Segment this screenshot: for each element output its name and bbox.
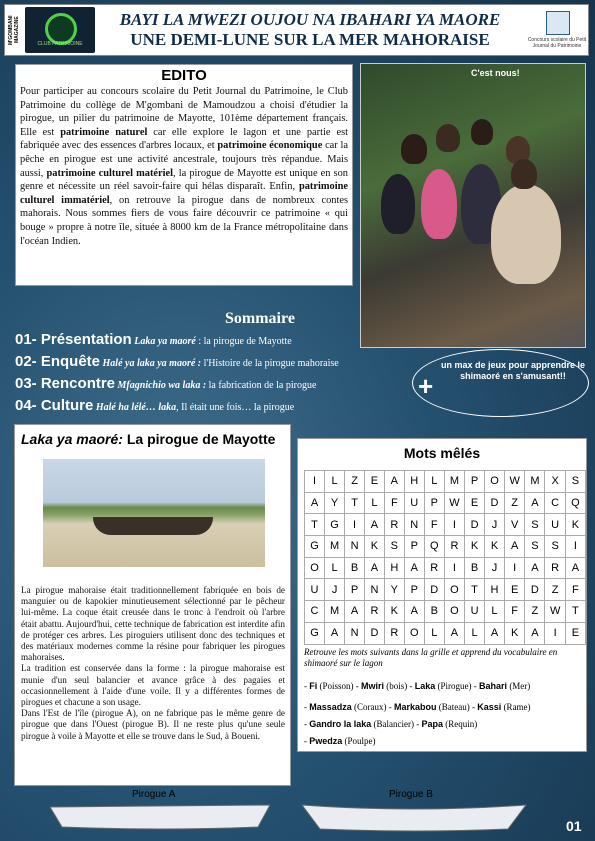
article-title: Laka ya maoré: La pirogue de Mayotte [21, 431, 276, 447]
grid-cell[interactable]: M [444, 471, 464, 493]
grid-cell[interactable]: P [404, 536, 424, 558]
grid-cell[interactable]: C [305, 601, 325, 623]
pirogue-b-label: Pirogue B [389, 789, 433, 800]
grid-cell[interactable]: A [305, 492, 325, 514]
grid-row [305, 536, 586, 558]
grid-row [305, 471, 586, 493]
grid-cell[interactable]: F [384, 492, 404, 514]
grid-cell[interactable]: L [465, 622, 485, 644]
grid-cell[interactable]: C [545, 492, 565, 514]
canoe-image [93, 517, 213, 535]
grid-cell[interactable]: A [444, 622, 464, 644]
sommaire-item: 01- Présentation Laka ya maoré : la pirogue de Mayotte [15, 331, 292, 348]
grid-cell[interactable]: O [484, 471, 504, 493]
grid-cell[interactable]: K [484, 536, 504, 558]
grid-cell[interactable]: P [465, 471, 485, 493]
grid-cell[interactable]: R [545, 557, 565, 579]
grid-cell[interactable]: R [444, 536, 464, 558]
grid-cell[interactable]: N [345, 622, 365, 644]
grid-cell[interactable]: U [305, 579, 325, 601]
grid-cell[interactable]: Q [424, 536, 444, 558]
grid-cell[interactable]: O [444, 601, 464, 623]
grid-cell[interactable]: K [465, 536, 485, 558]
edito-box [15, 64, 353, 286]
grid-cell[interactable]: D [365, 622, 385, 644]
grid-cell[interactable]: L [325, 557, 345, 579]
grid-cell[interactable]: D [484, 492, 504, 514]
grid-cell[interactable]: P [424, 492, 444, 514]
pirogue-b-drawing [300, 801, 528, 833]
grid-cell[interactable]: I [504, 557, 524, 579]
grid-cell[interactable]: Q [565, 492, 585, 514]
main-title: BAYI LA MWEZI OUJOU NA IBAHARI YA MAORE [119, 10, 501, 29]
grid-cell[interactable]: Z [545, 579, 565, 601]
grid-cell[interactable]: D [525, 579, 545, 601]
grid-cell[interactable]: A [525, 557, 545, 579]
grid-cell[interactable]: W [444, 492, 464, 514]
grid-cell[interactable]: W [504, 471, 524, 493]
grid-cell[interactable]: B [345, 557, 365, 579]
word-search-box [297, 438, 587, 752]
grid-cell[interactable]: E [465, 492, 485, 514]
edito-text: Pour participer au concours scolaire du Petit Journal du Patrimoine, le Club Patrimoine du collège de M'gombani de Mamoudzou a choisi d'étudier la pirogue, un pilier du patrimoine de Mayotte, 101ème département français. Elle est patrimoine naturel car elle explore le lagon et une partie est fabriquée avec des essences d'arbres locaux, et patrimoine économique car la pêche en pirogue est une activité ancestrale, toujours très répandue. Mais aussi, patrimoine culturel matériel, la pirogue de Mayotte est unique en son genre et nécessite un réel savoir-faire qui hélas disparaît. Enfin, patrimoine culturel immatériel, on retrouve la pirogue dans de nombreux contes mahorais. Nous sommes fiers de vous faire découvrir ce patrimoine « qui bouge » propre à notre île, située à 8000 km de la France métropolitaine dans l'océan Indien. [20, 86, 349, 247]
grid-cell[interactable]: D [424, 579, 444, 601]
grid-cell[interactable]: S [545, 536, 565, 558]
grid-cell[interactable]: B [465, 557, 485, 579]
grid-cell[interactable]: T [305, 514, 325, 536]
edito-title: EDITO [161, 67, 207, 84]
grid-cell[interactable]: Z [345, 471, 365, 493]
grid-cell[interactable]: U [404, 492, 424, 514]
grid-cell[interactable]: U [465, 601, 485, 623]
grid-cell[interactable]: E [565, 622, 585, 644]
grid-cell[interactable]: M [525, 471, 545, 493]
grid-cell[interactable]: J [325, 579, 345, 601]
grid-cell[interactable]: A [365, 557, 385, 579]
grid-cell[interactable]: M [325, 601, 345, 623]
page-number: 01 [566, 818, 582, 834]
grid-cell[interactable]: R [384, 622, 404, 644]
article-box [14, 424, 291, 786]
grid-cell[interactable]: S [525, 536, 545, 558]
pirogue-a-drawing [48, 801, 272, 833]
grid-cell[interactable]: A [345, 601, 365, 623]
grid-cell[interactable]: J [484, 514, 504, 536]
grid-cell[interactable]: V [504, 514, 524, 536]
grid-cell[interactable]: D [465, 514, 485, 536]
grid-cell[interactable]: H [404, 471, 424, 493]
book-icon [546, 11, 570, 35]
grid-cell[interactable]: I [345, 514, 365, 536]
word-search-instructions: Retrouve les mots suivants dans la grille et apprend du vocabulaire en shimaoré sur le lagon [304, 647, 558, 668]
grid-cell[interactable]: L [424, 471, 444, 493]
word-search-title: Mots mêlés [403, 445, 481, 461]
pirogue-photo [43, 459, 265, 567]
grid-cell[interactable]: A [325, 622, 345, 644]
grid-row [305, 601, 586, 623]
sommaire-item: 04- Culture Halé ha lélé… laka, Il était une fois… la pirogue [15, 397, 295, 414]
grid-cell[interactable]: L [484, 601, 504, 623]
grid-cell[interactable]: Y [384, 579, 404, 601]
grid-cell[interactable]: L [424, 622, 444, 644]
grid-row [305, 514, 586, 536]
grid-cell[interactable]: R [384, 514, 404, 536]
grid-cell[interactable]: G [325, 514, 345, 536]
grid-cell[interactable]: A [504, 536, 524, 558]
contest-logo [524, 7, 590, 53]
grid-cell[interactable]: A [484, 622, 504, 644]
grid-cell[interactable]: L [325, 471, 345, 493]
grid-cell[interactable]: P [345, 579, 365, 601]
grid-cell[interactable]: A [565, 557, 585, 579]
grid-cell[interactable]: H [484, 579, 504, 601]
grid-cell[interactable]: I [565, 536, 585, 558]
grid-cell[interactable]: O [404, 622, 424, 644]
grid-cell[interactable]: A [525, 622, 545, 644]
plus-icon: + [418, 371, 434, 401]
grid-cell[interactable]: K [504, 622, 524, 644]
grid-row [305, 492, 586, 514]
grid-cell[interactable]: R [424, 557, 444, 579]
grid-cell[interactable]: W [545, 601, 565, 623]
grid-cell[interactable]: U [545, 514, 565, 536]
grid-cell[interactable]: O [305, 557, 325, 579]
grid-cell[interactable]: R [365, 601, 385, 623]
grid-cell[interactable]: B [424, 601, 444, 623]
grid-cell[interactable]: K [365, 536, 385, 558]
grid-cell[interactable]: H [384, 557, 404, 579]
grid-cell[interactable]: T [565, 601, 585, 623]
grid-cell[interactable]: T [345, 492, 365, 514]
grid-cell[interactable]: N [365, 579, 385, 601]
grid-cell[interactable]: G [305, 536, 325, 558]
grid-cell[interactable]: T [465, 579, 485, 601]
grid-cell[interactable]: I [444, 514, 464, 536]
games-text: un max de jeux pour apprendre le shimaoré en s'amusant!! [440, 360, 586, 381]
header-banner [4, 4, 589, 56]
grid-cell[interactable]: K [565, 514, 585, 536]
grid-cell[interactable]: S [384, 536, 404, 558]
grid-row [305, 557, 586, 579]
grid-cell[interactable]: I [545, 622, 565, 644]
grid-cell[interactable]: A [384, 471, 404, 493]
grid-cell[interactable]: O [444, 579, 464, 601]
grid-cell[interactable]: Z [525, 601, 545, 623]
grid-row [305, 579, 586, 601]
group-photo [360, 63, 586, 348]
sommaire-item: 03- Rencontre Mfagnichio wa laka : la fabrication de la pirogue [15, 375, 317, 392]
grid-cell[interactable]: S [525, 514, 545, 536]
grid-cell[interactable]: L [365, 492, 385, 514]
grid-cell[interactable]: A [404, 557, 424, 579]
contest-logo-text: Concours scolaire du Petit Journal du Patrimoine [527, 37, 587, 49]
word-search-grid [304, 470, 586, 645]
grid-cell[interactable]: Y [325, 492, 345, 514]
club-logo [25, 7, 95, 53]
grid-cell[interactable]: A [404, 601, 424, 623]
grid-cell[interactable]: N [345, 536, 365, 558]
article-text: La pirogue mahoraise était traditionnellement fabriquée en bois de manguier ou de kapokier minutieusement sélectionné par le pêcheur lui-même. La coque était creusée dans le tronc à l'endroit où l'arbre était abattu. Aujourd'hui, cette technique de fabrication est interdite afin de protéger ces arbres. Les piroguiers utilisent donc des techniques et des matériaux modernes comme la résine pour fabriquer les pirogues mahoraises. La tradition est conservée dans la forme : la pirogue mahoraise est munie d'un seul balancier et avance grâce à des pagaies et occasionnellement à l'aide d'une voile. Il y a différentes formes de pirogues et chacune a son usage. Dans l'Est de l'île (pirogue A), on ne fabrique pas le même genre de pirogue que dans l'Ouest (pirogue B). Il ne reste plus qu'une seule pirogue à voile à Mayotte et elle se trouve dans le Sud, à Boueni. [21, 585, 285, 741]
magazine-name: M'GOMBANI MAGAZINE [8, 15, 20, 45]
club-logo-text: CLUB PATRIMOINE [37, 41, 83, 47]
grid-cell[interactable]: G [305, 622, 325, 644]
grid-cell[interactable]: P [404, 579, 424, 601]
sommaire-title: Sommaire [225, 310, 295, 327]
grid-cell[interactable]: I [305, 471, 325, 493]
grid-row [305, 622, 586, 644]
grid-cell[interactable]: F [565, 579, 585, 601]
grid-cell[interactable]: F [424, 514, 444, 536]
grid-cell[interactable]: N [404, 514, 424, 536]
grid-cell[interactable]: Z [504, 492, 524, 514]
grid-cell[interactable]: M [325, 536, 345, 558]
pirogue-a-label: Pirogue A [132, 789, 176, 800]
grid-cell[interactable]: E [365, 471, 385, 493]
grid-cell[interactable]: J [484, 557, 504, 579]
word-list: - Fi (Poisson) - Mwiri (bois) - Laka (Pirogue) - Bahari (Mer) - Massadza (Coraux) - Markabou (Bateau) - Kassi (Rame) - Gandro la laka (Balancier) - Papa (Requin) - Pwedza (Poulpe) [304, 681, 531, 746]
grid-cell[interactable]: A [525, 492, 545, 514]
grid-cell[interactable]: S [565, 471, 585, 493]
grid-cell[interactable]: I [444, 557, 464, 579]
grid-cell[interactable]: F [504, 601, 524, 623]
grid-cell[interactable]: A [365, 514, 385, 536]
grid-cell[interactable]: X [545, 471, 565, 493]
photo-caption: C'est nous! [471, 68, 520, 78]
sub-title: UNE DEMI-LUNE SUR LA MER MAHORAISE [130, 30, 490, 49]
grid-cell[interactable]: E [504, 579, 524, 601]
grid-cell[interactable]: K [384, 601, 404, 623]
sommaire-item: 02- Enquête Halé ya laka ya maoré : l'Histoire de la pirogue mahoraise [15, 353, 339, 370]
